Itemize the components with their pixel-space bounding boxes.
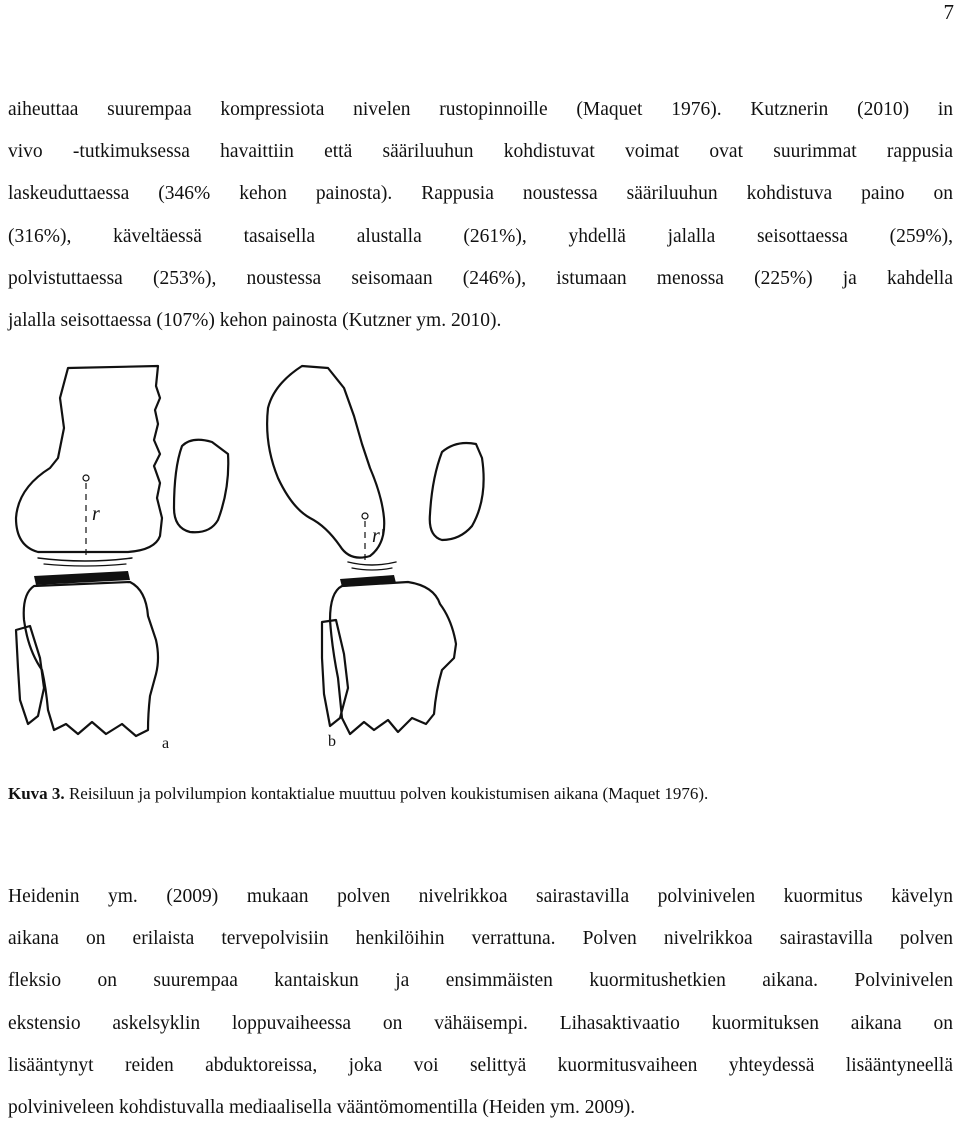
caption-text: Reisiluun ja polvilumpion kontaktialue muuttuu polven koukistumisen aikana (Maquet 1976).: [64, 784, 709, 803]
paragraph-1: [8, 89, 953, 342]
paragraph-2: [8, 876, 953, 1129]
tibia-a: [24, 582, 158, 736]
fibula-a: [16, 626, 44, 724]
paragraph-line: polvistuttaessa (253%), noustessa seisomaan (246%), istumaan menossa (225%) ja kahdella: [8, 267, 953, 289]
paragraph-line: jalalla seisottaessa (107%) kehon painosta (Kutzner ym. 2010).: [8, 310, 502, 332]
paragraph-line: ekstensio askelsyklin loppuvaiheessa on vähäisempi. Lihasaktivaatio kuormituksen aikana on: [8, 1012, 953, 1034]
paragraph-line: Heidenin ym. (2009) mukaan polven nivelrikkoa sairastavilla polvinivelen kuormitus kävelyn: [8, 886, 953, 907]
femur-outline-b: [267, 366, 384, 558]
fibula-b: [322, 620, 348, 726]
paragraph-line: laskeuduttaessa (346% kehon painosta). Rappusia noustessa sääriluuhun kohdistuva paino on: [8, 183, 953, 205]
label-r: r: [92, 503, 100, 525]
paragraph-line: (316%), käveltäessä tasaisella alustalla (261%), yhdellä jalalla seisottaessa (259%),: [8, 225, 953, 247]
paragraph-line: aiheuttaa suurempaa kompressiota nivelen rustopinnoille (Maquet 1976). Kutznerin (2010) in: [8, 99, 953, 120]
label-b: b: [328, 733, 336, 750]
paragraph-line: polviniveleen kohdistuvalla mediaalisella vääntömomentilla (Heiden ym. 2009).: [8, 1097, 636, 1119]
paragraph-line: aikana on erilaista tervepolvisiin henkilöihin verrattuna. Polven nivelrikkoa sairastavilla polven: [8, 928, 953, 950]
tibia-b: [330, 582, 456, 734]
figure-caption: [8, 783, 708, 805]
label-a: a: [162, 735, 170, 752]
paragraph-line: lisääntynyt reiden abduktoreissa, joka voi selittyä kuormitusvaiheen yhteydessä lisääntyneellä: [8, 1054, 953, 1076]
femur-outline-a: [16, 366, 162, 552]
paragraph-line: vivo -tutkimuksessa havaittiin että sääriluuhun kohdistuvat voimat ovat suurimmat rappusia: [8, 141, 953, 163]
label-r-prime: r': [372, 525, 385, 547]
knee-joint-figure: [10, 358, 490, 758]
caption-label: Kuva 3.: [8, 784, 65, 803]
page-number: 7: [943, 0, 954, 24]
patella-b: [430, 443, 484, 540]
paragraph-line: fleksio on suurempaa kantaiskun ja ensimmäisten kuormitushetkien aikana. Polvinivelen: [8, 970, 953, 992]
patella-a: [174, 440, 228, 533]
